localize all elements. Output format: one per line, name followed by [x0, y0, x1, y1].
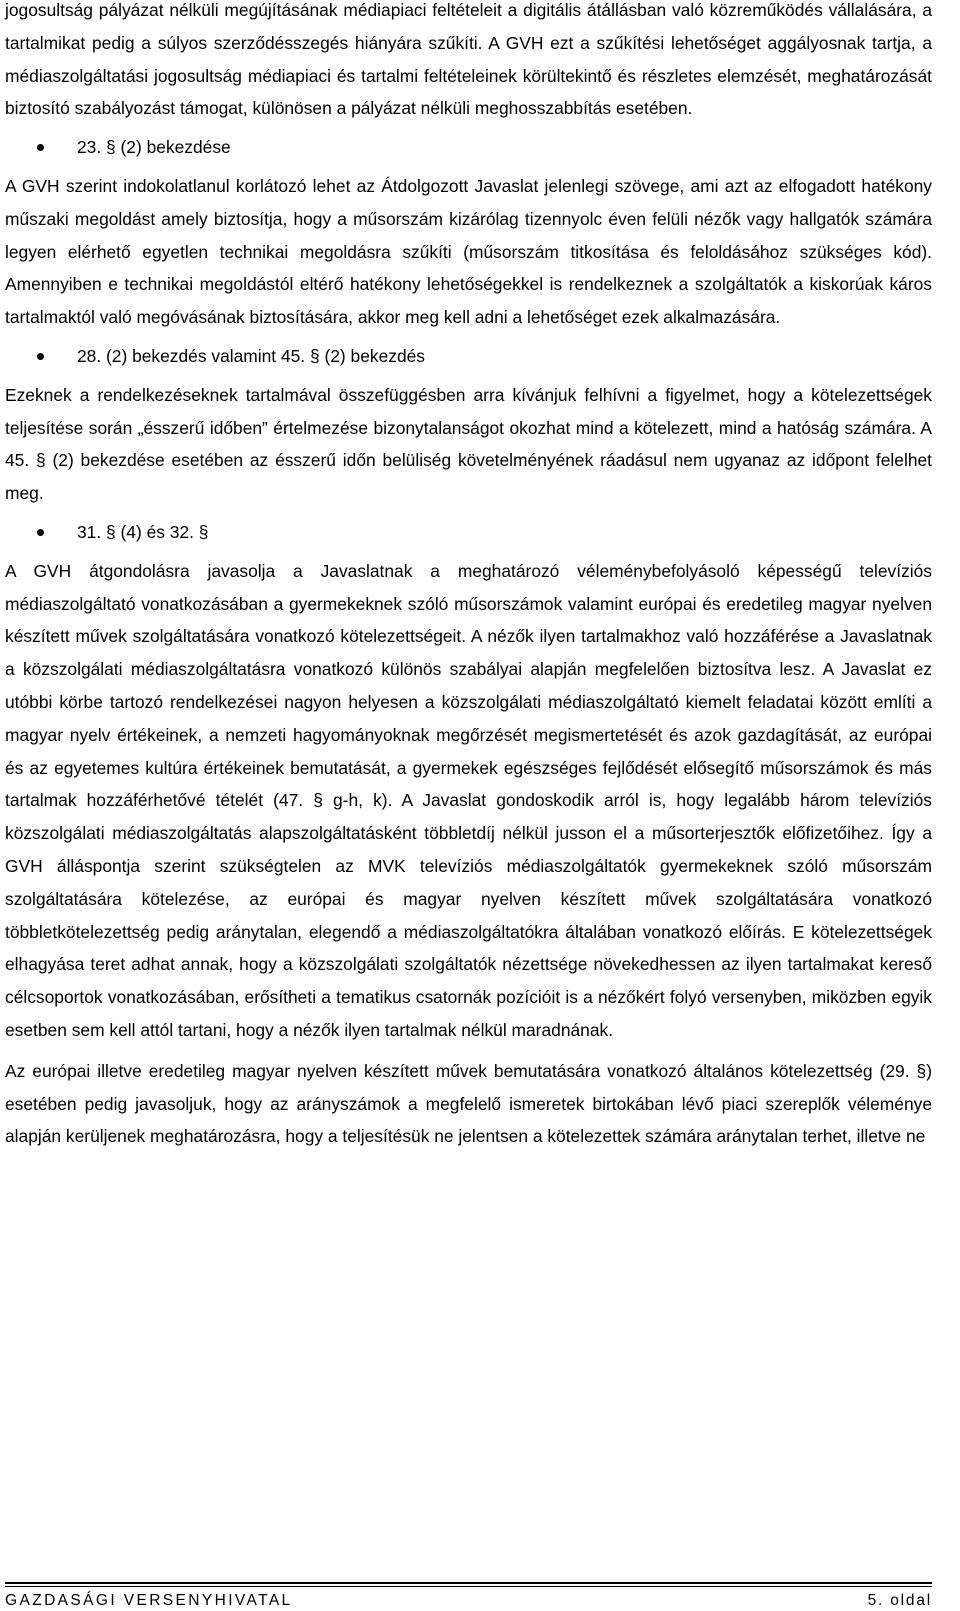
bullet-dot-icon — [37, 529, 44, 536]
list-item — [5, 131, 932, 164]
footer-organization: GAZDASÁGI VERSENYHIVATAL — [5, 1592, 293, 1609]
bullet-list-2 — [5, 340, 932, 373]
section-heading-23: 23. § (2) bekezdése — [77, 137, 231, 158]
bullet-dot-icon — [37, 144, 44, 151]
list-item — [5, 340, 932, 373]
list-item — [5, 516, 932, 549]
page-footer — [5, 1582, 932, 1609]
footer-divider — [5, 1582, 932, 1584]
section-heading-31-32: 31. § (4) és 32. § — [77, 521, 209, 542]
document-body — [5, 0, 932, 1153]
bullet-list-1 — [5, 131, 932, 164]
bullet-dot-icon — [37, 353, 44, 360]
bullet-list-3 — [5, 516, 932, 549]
paragraph-section-31-32-a: A GVH átgondolásra javasolja a Javaslatnak a meghatározó véleménybefolyásoló képességű televíziós médiaszolgáltató vonatkozásában a gyermekeknek szóló műsorszámok valamint európai és eredetileg magyar nyelven készített művek szolgáltatására vonatkozó kötelezettségeit. A nézők ilyen tartalmakhoz való hozzáférése a Javaslatnak a közszolgálati médiaszolgáltatásra vonatkozó különös szabályai alapján megfelelően biztosítva lesz. A Javaslat ez utóbbi körbe tartozó rendelkezései nagyon helyesen a közszolgálati médiaszolgáltató kiemelt feladatai között említi a magyar nyelv értékeinek, a nemzeti hagyományoknak megőrzését megismertetését és azok gazdagítását, az európai és az egyetemes kultúra értékeinek bemutatását, a gyermekek egészséges fejlődését elősegítő műsorszámok és más tartalmak hozzáférhetővé tételét (47. § g-h, k). A Javaslat gondoskodik arról is, hogy legalább három televíziós közszolgálati médiaszolgáltatás alapszolgáltatásként többletdíj nélkül jusson el a műsorterjesztők előfizetőihez. Így a GVH álláspontja szerint szükségtelen az MVK televíziós médiaszolgáltatók gyermekeknek szóló műsorszám szolgáltatására kötelezése, az európai és magyar nyelven készített művek szolgáltatására vonatkozó többletkötelezettség pedig aránytalan, elegendő a médiaszolgáltatókra általában vonatkozó előírás. E kötelezettségek elhagyása teret adhat annak, hogy a közszolgálati szolgáltatók nézettsége növekedhessen az ilyen tartalmakat kereső célcsoportok vonatkozásában, erősítheti a tematikus csatornák pozícióit is a nézőkért folyó versenyben, miközben egyik esetben sem kell attól tartani, hogy a nézők ilyen tartalmak nélkül maradnának. — [5, 560, 932, 1040]
paragraph-section-23: A GVH szerint indokolatlanul korlátozó lehet az Átdolgozott Javaslat jelenlegi szövege, ami azt az elfogadott hatékony műszaki megoldást amely biztosítja, hogy a műsorszám kizárólag tizennyolc éven felüli nézők vagy hallgatók számára legyen elérhető egyetlen technikai megoldásra szűkíti (műsorszám titkosítása és feloldásához szükséges kód). Amennyiben e technikai megoldástól eltérő hatékony lehetőségekkel is rendelkeznek a szolgáltatók a kiskorúak káros tartalmaktól való megóvásának biztosítására, akkor meg kell adni a lehetőséget ezek alkalmazására. — [5, 175, 932, 328]
paragraph-section-28-45: Ezeknek a rendelkezéseknek tartalmával összefüggésben arra kívánjuk felhívni a figyelmet, hogy a kötelezettségek teljesítése során „ésszerű időben” értelmezése bizonytalanságot okozhat mind a kötelezett, mind a hatóság számára. A 45. § (2) bekezdése esetében az ésszerű időn belüliség követelményének ráadásul nem ugyanaz az időpont felelhet meg. — [5, 384, 932, 504]
section-heading-28-45: 28. (2) bekezdés valamint 45. § (2) bekezdés — [77, 345, 425, 366]
paragraph-intro: jogosultság pályázat nélküli megújításának médiapiaci feltételeit a digitális átállásban való közreműködés vállalására, a tartalmikat pedig a súlyos szerződésszegés hiányára szűkíti. A GVH ezt a szűkítési lehetőséget aggályosnak tartja, a médiaszolgáltatási jogosultság médiapiaci és tartalmi feltételeinek körültekintő és részletes elemzését, meghatározását biztosító szabályozást támogat, különösen a pályázat nélküli meghosszabbítás esetében. — [5, 0, 932, 119]
footer-page-number: 5. oldal — [867, 1592, 932, 1609]
paragraph-section-31-32-b: Az európai illetve eredetileg magyar nyelven készített művek bemutatására vonatkozó általános kötelezettség (29. §) esetében pedig javasoljuk, hogy az arányszámok a megfelelő ismeretek birtokában lévő piaci szereplők véleménye alapján kerüljenek meghatározásra, hogy a teljesítésük ne jelentsen a kötelezettek számára aránytalan terhet, illetve ne — [5, 1060, 932, 1147]
footer-divider-thin — [5, 1586, 932, 1587]
